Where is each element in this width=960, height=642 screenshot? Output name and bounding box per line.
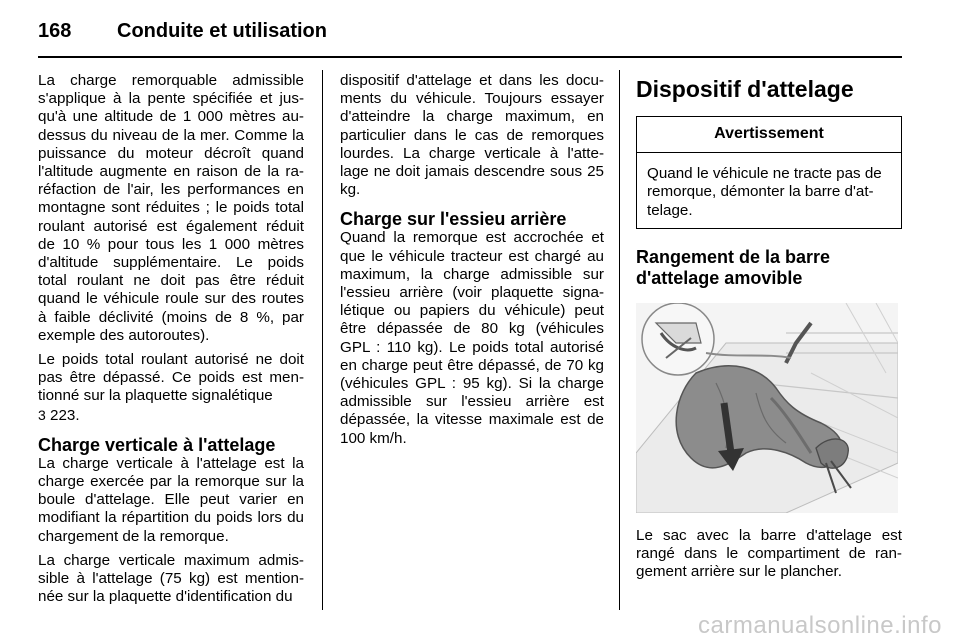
header-divider [38, 56, 902, 58]
page-reference[interactable]: 223. [45, 406, 80, 424]
paragraph: Le sac avec la barre d'attelage est rangé dans le compartiment de ran- gement arrière sur le plancher. [636, 526, 902, 581]
towbar-bag-drawing [636, 303, 898, 513]
warning-text: Quand le véhicule ne tracte pas de remorque, démonter la barre d'at- telage. [647, 165, 882, 219]
heading-vertical-load: Charge verticale à l'attelage [38, 434, 276, 455]
page-header [38, 14, 902, 54]
watermark: carmanualsonline.info [698, 612, 942, 639]
heading-storage: Rangement de la barre d'attelage amovible [636, 246, 831, 288]
towbar-bag-illustration [636, 303, 898, 513]
warning-box [636, 116, 902, 229]
column-3 [636, 72, 902, 587]
column-2 [340, 72, 604, 454]
paragraph: dispositif d'attelage et dans les docu- ments du véhicule. Toujours essayer d'atteindre la charge maximum, en particulier dans le cas de remorques lourdes. La charge verticale à l'atte- lage ne doit jamais descendre sous 25 kg. [340, 72, 604, 199]
warning-title: Avertissement [637, 117, 901, 153]
paragraph: La charge verticale maximum admis- sible à l'attelage (75 kg) est mention- née sur la plaquette d'identification du [38, 551, 304, 606]
paragraph: La charge verticale à l'attelage est la charge exercée par la remorque sur la boule d'attelage. Elle peut varier en modifiant la répartition du poids lors du chargement de la remorque. [38, 454, 304, 545]
paragraph-text: Le poids total roulant autorisé ne doit pas être dépassé. Ce poids est men- tionné sur la plaquette signalétique [38, 351, 304, 405]
heading-rear-axle-load: Charge sur l'essieu arrière [340, 209, 567, 230]
paragraph: Quand la remorque est accrochée et que le véhicule tracteur est chargé au maximum, la charge admissible sur l'essieu arrière (voir plaquette signa- létique ou papiers du véhicule) peut être dépassée de 80 kg (véhicules GPL : 110 kg). Le poids total autorisé en charge peut être dépassé, de 70 kg (véhicules GPL : 95 kg). Si la charge admissible sur l'essieu arrière est dépassée, la vitesse maximale est de 100 km/h. [340, 229, 604, 447]
page-reference-arrow-icon: 3 [38, 406, 46, 423]
column-divider [322, 70, 323, 610]
heading-towing-device: Dispositif d'attelage [636, 76, 854, 102]
paragraph: La charge remorquable admissible s'applique à la pente spécifiée et jus- qu'à une altitude de 1 000 mètres au- dessus du niveau de la mer. Comme la puissance du moteur décroît quand l'altitude augmente en raison de la ra- réfaction de l'air, les performances en montagne sont réduites ; le poids total roulant autorisé est également réduit de 10 % pour tous les 1 000 mètres d'altitude supplémentaire. Le poids total roulant ne doit pas être réduit quand le véhicule roule sur des routes à faible déclivité (moins de 8 %, par exemple des autoroutes). [38, 72, 304, 344]
paragraph [38, 351, 304, 425]
page-number: 168 [38, 20, 72, 42]
section-title: Conduite et utilisation [117, 20, 327, 42]
column-1 [38, 72, 304, 612]
column-divider [619, 70, 620, 610]
